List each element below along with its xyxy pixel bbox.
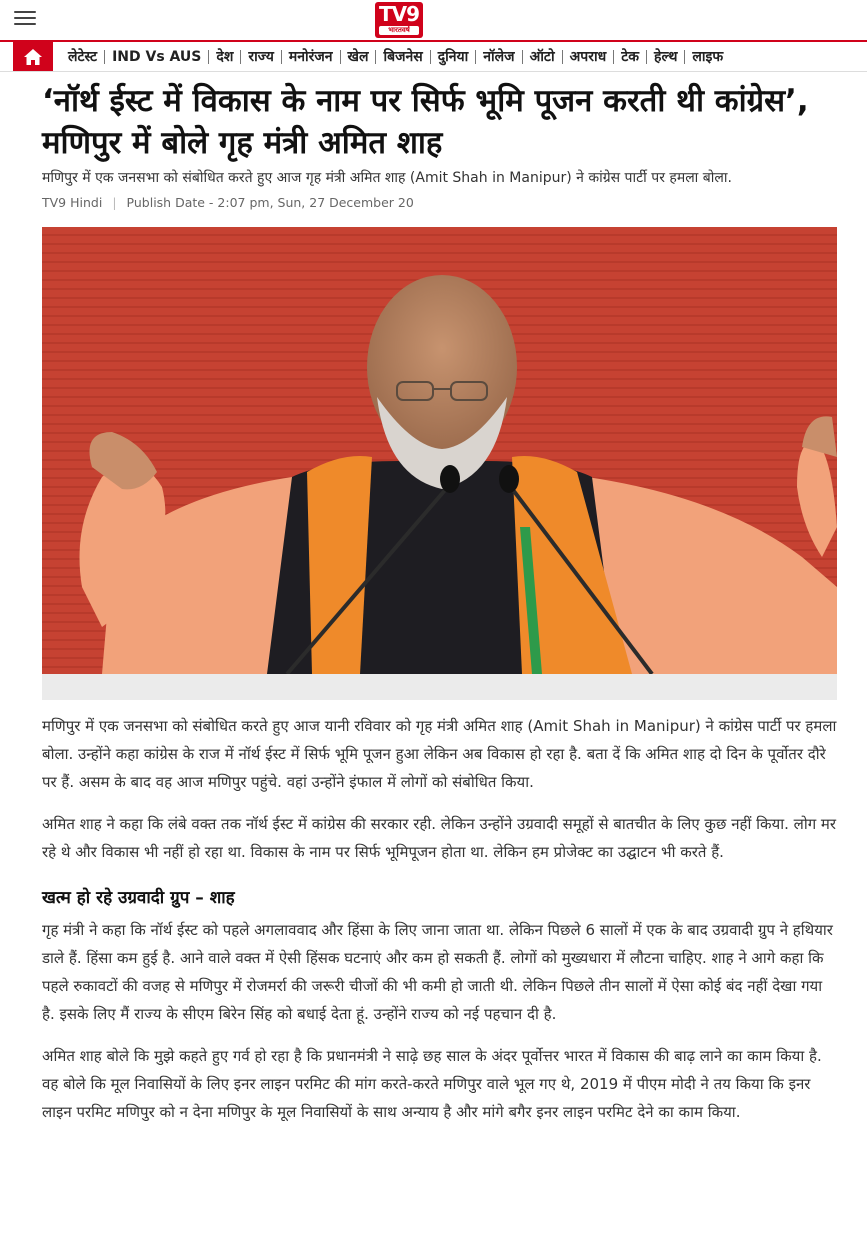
home-icon xyxy=(23,48,43,66)
logo-sub-text: भारतवर्ष xyxy=(379,26,419,35)
article-paragraph: मणिपुर में एक जनसभा को संबोधित करते हुए आज यानी रविवार को गृह मंत्री अमित शाह (Amit Shah in Manipur) ने कांग्रेस पार्टी पर हमला बोला. उन्होंने कहा कांग्रेस के राज में नॉर्थ ईस्ट में सिर्फ भूमि पूजन हुआ लेकिन अब विकास हो रहा है. बता दें कि अमित शाह दो दिन के पूर्वोतर दौरे पर हैं. असम के बाद वह आज मणिपुर पहुंचे. वहां उन्होंने इंफाल में लोगों को संबोधित किया. xyxy=(42,717,837,791)
nav-item-lifestyle[interactable]: लाइफ xyxy=(692,49,724,65)
nav-item-latest[interactable]: लेटेस्ट xyxy=(68,49,98,65)
nav-item-knowledge[interactable]: नॉलेज xyxy=(483,49,515,65)
nav-item-world[interactable]: दुनिया xyxy=(437,49,469,65)
article-paragraph: अमित शाह ने कहा कि लंबे वक्त तक नॉर्थ ईस्ट में कांग्रेस की सरकार रही. लेकिन उन्होंने उग्रवादी समूहों से बातचीत के लिए कुछ नहीं किया. लोग मर रहे थे और विकास भी नहीं हो रहा था. विकास के नाम पर सिर्फ भूमिपूजन होता था. लेकिन हम प्रोजेक्ट का उद्घाटन भी करते हैं. xyxy=(42,815,837,861)
byline-divider: | xyxy=(112,195,117,210)
logo-main-text: TV9 xyxy=(378,2,420,26)
nav-item-health[interactable]: हेल्थ xyxy=(654,49,678,65)
byline xyxy=(42,195,837,210)
article xyxy=(0,80,867,1126)
home-button[interactable] xyxy=(13,42,53,72)
nav-item-sports[interactable]: खेल xyxy=(347,49,369,65)
top-header xyxy=(0,0,867,40)
nav-item-country[interactable]: देश xyxy=(216,49,234,65)
nav-item-business[interactable]: बिजनेस xyxy=(383,49,423,65)
nav-item-tech[interactable]: टेक xyxy=(621,49,640,65)
nav-item-entertainment[interactable]: मनोरंजन xyxy=(288,49,333,65)
hero-image[interactable] xyxy=(42,227,837,674)
nav-item-ind-vs-aus[interactable]: IND Vs AUS xyxy=(112,48,202,65)
article-source[interactable]: TV9 Hindi xyxy=(42,195,103,210)
hamburger-menu-icon[interactable] xyxy=(14,11,36,27)
nav-items xyxy=(61,47,730,66)
tv9-logo[interactable] xyxy=(375,2,423,38)
article-headline: ‘नॉर्थ ईस्ट में विकास के नाम पर सिर्फ भूमि पूजन करती थी कांग्रेस’, मणिपुर में बोले गृह मंत्री अमित शाह xyxy=(42,83,809,161)
publish-date: Publish Date - 2:07 pm, Sun, 27 December 20 xyxy=(126,195,414,210)
main-nav xyxy=(0,40,867,72)
nav-item-crime[interactable]: अपराध xyxy=(569,49,607,65)
article-summary: मणिपुर में एक जनसभा को संबोधित करते हुए आज गृह मंत्री अमित शाह (Amit Shah in Manipur) ने कांग्रेस पार्टी पर हमला बोला. xyxy=(42,170,732,186)
hero-illustration xyxy=(42,227,837,674)
image-caption-strip xyxy=(42,674,837,700)
article-paragraph: गृह मंत्री ने कहा कि नॉर्थ ईस्ट को पहले अगलाववाद और हिंसा के लिए जाना जाता था. लेकिन पिछले 6 सालों में एक के बाद उग्रवादी ग्रुप ने हथियार डाले हैं. हिंसा कम हुई है. आने वाले वक्त में ऐसी हिंसक घटनाएं और कम हो सकती हैं. लोगों को मुख्यधारा में लौटना चाहिए. शाह ने आगे कहा कि पहले रुकावटों की वजह से मणिपुर में रोजमर्रा की जरूरी चीजों की भी कमी हो जाती थी. लेकिन पिछले तीन सालों में ऐसा कोई बंद नहीं देखा गया है. इसके लिए मैं राज्य के सीएम बिरेन सिंह को बधाई देता हूं. उन्होंने राज्य को नई पहचान दी है. xyxy=(42,921,833,1023)
nav-item-state[interactable]: राज्य xyxy=(248,49,274,65)
article-subheading: खत्म हो रहे उग्रवादी ग्रुप – शाह xyxy=(42,888,235,908)
article-paragraph: अमित शाह बोले कि मुझे कहते हुए गर्व हो रहा है कि प्रधानमंत्री ने साढ़े छह साल के अंदर पूर्वोत्तर भारत में विकास की बाढ़ लाने का काम किया है. वह बोले कि मूल निवासियों के लिए इनर लाइन परमिट की मांग करते-करते मणिपुर वाले भूल गए थे, 2019 में पीएम मोदी ने तय किया कि इनर लाइन परमिट मणिपुर को न देना मणिपुर के मूल निवासियों के साथ अन्याय है और मांगे बगैर इनर लाइन परमिट देने का काम किया. xyxy=(42,1047,822,1121)
nav-item-auto[interactable]: ऑटो xyxy=(529,49,555,65)
